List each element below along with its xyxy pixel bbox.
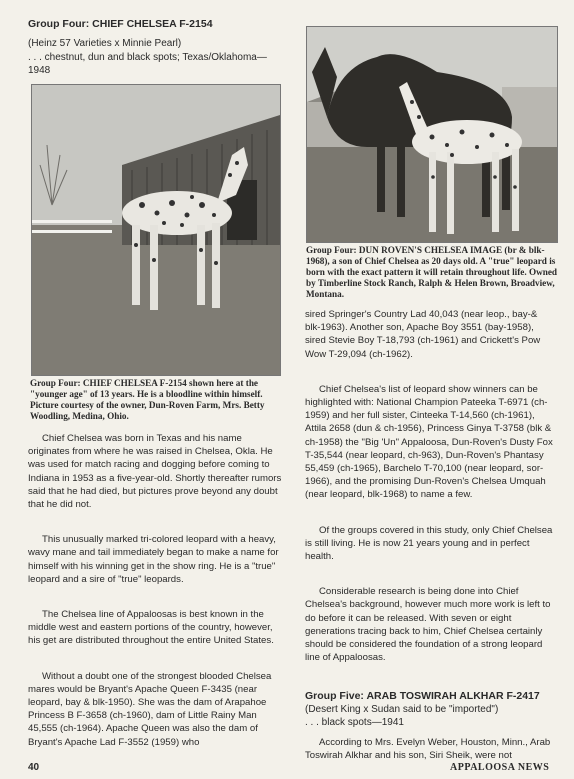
left-paragraph-3: The Chelsea line of Appaloosas is best known in the middle west and eastern portions of the country, however, his get are distributed throughout the entire United States.	[28, 609, 274, 647]
right-paragraph-1: sired Springer's Country Lad 40,043 (near leop., bay-& blk-1963). Another son, Apache Boy 3551 (bay-1958), sired Stevie Boy T-18,793 (ch-1961) and Crickett's Pow Wow T-29,094 (ch-1962).	[305, 309, 541, 360]
chelsea-image-photo-image	[307, 27, 557, 242]
description-text: . . . chestnut, dun and black spots; Texas/Oklahoma—1948	[28, 52, 267, 76]
chief-chelsea-photo-image	[32, 85, 280, 375]
right-paragraph-3: Of the groups covered in this study, only Chief Chelsea is still living. He is now 21 years young and in perfect health.	[305, 524, 553, 563]
right-body-text	[305, 308, 555, 664]
left-paragraph-4: Without a doubt one of the strongest blooded Chelsea mares would be Bryant's Apache Queen F-3435 (near leopard, bay & blk-1950). She was the dam of Arapahoe Princess B F-3658 (ch-1960), dam of Little Rainy Man 45,555 (ch-1964). Apache Queen was also the dam of Bryant's Apache Lad F-3552 (1959) who	[28, 670, 272, 748]
group-five-body	[305, 736, 555, 762]
chelsea-image-caption: Group Four: DUN ROVEN'S CHELSEA IMAGE (br & blk-1968), a son of Chief Chelsea as 20 days old. A "true" leopard is born with the exact pattern it will retain throughout life. Owned by Timberline Stock Ranch, Ralph & Helen Brown, Broadview, Montana.	[306, 245, 558, 299]
right-paragraph-4: Considerable research is being done into Chief Chelsea's background, however much more work is left to do before it can be released. With seven or eight generations tracing back to him, Chief Chelsea certainly should be considered the foundation of a strong leopard line of Appaloosas.	[305, 586, 551, 664]
left-paragraph-1: Chief Chelsea was born in Texas and his name originates from where he was raised in Chelsea, Okla. He was used for match racing and dogging before coming to Indiana in 1953 as a five-year-old. Shortly thereafter rumors said that he had died, but pictures prove beyond any doubt that he did not.	[28, 433, 282, 511]
chief-chelsea-caption: Group Four: CHIEF CHELSEA F-2154 shown here at the "younger age" of 13 years. He is a bloodline within himself. Picture courtesy of the owner, Dun-Roven Farm, Mrs. Betty Woodling, Medina, Ohio.	[30, 378, 265, 421]
left-paragraph-2: This unusually marked tri-colored leopard with a heavy, wavy mane and tail immediately began to make a name for himself with his winning get in the show ring. He is a "true" leopard and a sire of "true" leopards.	[28, 534, 279, 585]
right-paragraph-2: Chief Chelsea's list of leopard show winners can be highlighted with: National Champion Pateeka T-6971 (ch-1959) and her full sister, Cinteeka T-14,560 (ch-1961), Attila 2658 (dun & ch-1956), Princess Ginya T-3758 (blk & ch-1958) the "Big 'Un" Appaloosa, Dun-Roven's Dusty Fox T-35,544 (near leopard, ch-963), Dun-Roven's Phantasy 55,459 (ch-1965), Barchelo T-70,100 (near leopard, sor-1966), and the promising Dun-Roven's Chelsea Umquah (near leopard, blk-1968) to name a few.	[305, 383, 553, 501]
group-five-heading: Group Five: ARAB TOSWIRAH ALKHAR F-2417	[305, 690, 540, 702]
publication-name: APPALOOSA NEWS	[450, 762, 550, 773]
group-five-pedigree: (Desert King x Sudan said to be "imported")	[305, 704, 499, 715]
chelsea-image-photo	[306, 26, 558, 243]
group-five-paragraph: According to Mrs. Evelyn Weber, Houston, Minn., Arab Toswirah Alkhar and his son, Siri Sheik, were not	[305, 737, 551, 762]
chief-chelsea-photo	[31, 84, 281, 376]
left-body-text	[28, 432, 283, 749]
pedigree-text: (Heinz 57 Varieties x Minnie Pearl)	[28, 38, 182, 49]
page-number: 40	[28, 762, 40, 773]
group-four-heading: Group Four: CHIEF CHELSEA F-2154	[28, 18, 213, 30]
group-five-description: . . . black spots—1941	[305, 717, 404, 728]
